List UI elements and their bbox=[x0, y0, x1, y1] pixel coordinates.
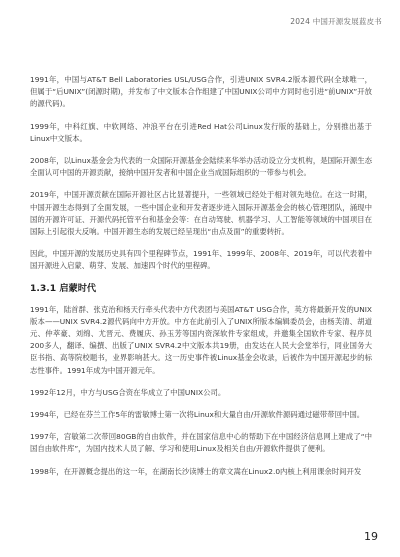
section-heading: 1.3.1 启蒙时代 bbox=[30, 282, 97, 294]
paragraph: 1991年，陆首群、张克治和杨天行牵头代表中方代表团与美国AT&T USG合作，英方将最新开发的UNIX版本——UNIX SVR4.2源代码向中方开放。中方在此前引入了UNIX所版本编辑委员会，由杨芙清、胡道元、仲萃豪、刘绵、尤晋元、费履庆、孙玉芳等国内资深软件专家组成，并邀集全国软件专家、程序员200多人，翻译、编撰、出版了UNIX SVR4.2中文版本共19册，由发达在人民大会堂举行，同业国务大臣书指、高等院校题书，业界影响甚大。这一历史事件被Linux基金会收录，后被作为中国开源起步的标志性事件。1991年成为中国开源元年。 bbox=[30, 304, 372, 375]
paragraph: 2019年，中国开源贡献在国际开源社区占比显著提升，一些领域已经处于相对领先地位。在这一时期，中国开源生态得到了全面发展，一些中国企业和开发者逐步进入国际开源基金会的核心管理团队，涌现中国的开源许可证、开源代码托管平台和基金会等：在自动驾驶、机器学习、人工智能等领域的中国项目在国际上引起很大反响。中国开源生态的发展已经呈现出“由点及面”的重要转折。 bbox=[30, 190, 372, 237]
page-number: 19 bbox=[364, 530, 378, 543]
paragraph: 1999年，中科红旗、中软网络、冲浪平台在引进Red Hat公司Linux发行版的基础上，分别推出基于Linux中文版本。 bbox=[30, 121, 372, 143]
paragraph: 因此，中国开源的发展历史具有四个里程碑节点，1991年、1999年、2008年、2019年，可以代表着中国开源进入启蒙、萌芽、发展、加速四个时代的里程碑。 bbox=[30, 249, 372, 271]
paragraph: 1994年，已经在芬兰工作5年的雷敏博士第一次将Linux和大量自由/开源软件源码通过磁带带回中国。 bbox=[30, 410, 365, 420]
paragraph: 1997年，宫敏第二次带回80GB的自由软件，并在国家信息中心的帮助下在中国经济信息网上建成了“中国自由软件库”，为国内技术人员了解、学习和使用Linux及相关自由/开源软件提供了便利。 bbox=[30, 432, 372, 454]
paragraph: 1991年，中国与AT&T Bell Laboratories USL/USG合作，引进UNIX SVR4.2版本源代码(全球唯一，但属于“后UNIX”(闭源时期)，并发布了中文版本合作组建了中国UNIX公司中方同时也引进“前UNIX”开放的源代码)。 bbox=[30, 75, 372, 109]
paragraph: 1992年12月，中方与USG合资在华成立了中国UNIX公司。 bbox=[30, 387, 226, 397]
paragraph: 2008年，以Linux基金会为代表的一众国际开源基金会陆续来华举办活动设立分支机构，是国际开源生态全面认可中国的开源贡献，接纳中国开发者和中国企业当成国际组织的一带参与机会。 bbox=[30, 156, 372, 178]
body-text bbox=[30, 74, 372, 488]
running-header: 2024 中国开源发展蓝皮书 bbox=[290, 17, 382, 26]
paragraph: 1998年，在开源概念提出的这一年，在湖南长沙读博士的章文嵩在Linux2.0内核上利用课余时间开发 bbox=[30, 466, 362, 476]
